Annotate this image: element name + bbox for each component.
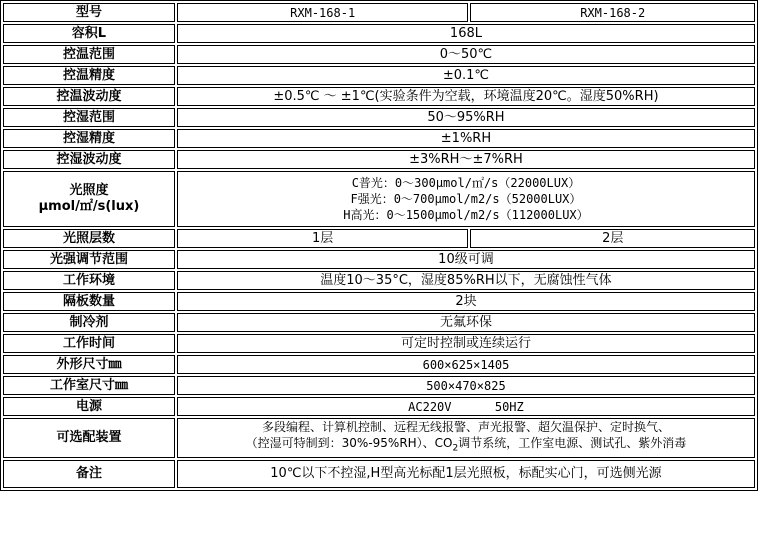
- row-humidity-accuracy: [3, 129, 755, 148]
- shelves-label: 隔板数量: [3, 292, 175, 311]
- row-temp-accuracy: [3, 66, 755, 85]
- environment-label: 工作环境: [3, 271, 175, 290]
- humidity-accuracy-value: ±1%RH: [177, 129, 755, 148]
- power-label: 电源: [3, 397, 175, 416]
- chamber-size-label: 工作室尺寸㎜: [3, 376, 175, 395]
- light-layers-left: 1层: [177, 229, 469, 248]
- light-layers-right: 2层: [470, 229, 755, 248]
- illuminance-line-h: H高光：0～1500μmol/m2/s（112000LUX）: [343, 208, 589, 222]
- remarks-label: 备注: [3, 460, 175, 488]
- work-time-label: 工作时间: [3, 334, 175, 353]
- volume-value: 168L: [177, 24, 755, 43]
- light-adjust-value: 10级可调: [177, 250, 755, 269]
- temp-range-label: 控温范围: [3, 45, 175, 64]
- humidity-fluctuation-label: 控湿波动度: [3, 150, 175, 169]
- row-light-adjust: [3, 250, 755, 269]
- temp-fluctuation-label: 控温波动度: [3, 87, 175, 106]
- row-chamber-size: [3, 376, 755, 395]
- shelves-value: 2块: [177, 292, 755, 311]
- refrigerant-value: 无氟环保: [177, 313, 755, 332]
- row-humidity-fluctuation: [3, 150, 755, 169]
- humidity-range-value: 50～95%RH: [177, 108, 755, 127]
- illuminance-value: [177, 171, 755, 227]
- options-value: [177, 418, 755, 458]
- row-light-layers: [3, 229, 755, 248]
- row-work-time: [3, 334, 755, 353]
- row-shelves: [3, 292, 755, 311]
- illuminance-line-c: C普光：0～300μmol/㎡/s（22000LUX）: [351, 176, 581, 190]
- options-label: 可选配装置: [3, 418, 175, 458]
- row-volume: [3, 24, 755, 43]
- chamber-size-value: 500×470×825: [177, 376, 755, 395]
- row-temp-fluctuation: [3, 87, 755, 106]
- volume-label: 容积L: [3, 24, 175, 43]
- illuminance-label: [3, 171, 175, 227]
- row-environment: [3, 271, 755, 290]
- options-line-1: 多段编程、计算机控制、远程无线报警、声光报警、超欠温保护、定时换气、: [261, 420, 670, 435]
- light-adjust-label: 光强调节范围: [3, 250, 175, 269]
- row-refrigerant: [3, 313, 755, 332]
- row-model: [3, 3, 755, 22]
- row-humidity-range: [3, 108, 755, 127]
- temp-accuracy-label: 控温精度: [3, 66, 175, 85]
- model-label: 型号: [3, 3, 175, 22]
- co2-subscript: 2: [452, 443, 459, 454]
- outer-size-label: 外形尺寸㎜: [3, 355, 175, 374]
- environment-value: 温度10～35°C，湿度85%RH以下，无腐蚀性气体: [177, 271, 755, 290]
- remarks-value: 10℃以下不控湿,H型高光标配1层光照板，标配实心门，可选侧光源: [177, 460, 755, 488]
- illuminance-label-title: 光照度: [69, 183, 109, 198]
- row-temp-range: [3, 45, 755, 64]
- row-options: [3, 418, 755, 458]
- options-line-2-end: 调节系统，工作室电源、测试孔、紫外消毒: [458, 436, 687, 451]
- model-value-left: RXM-168-1: [177, 3, 469, 22]
- light-layers-label: 光照层数: [3, 229, 175, 248]
- row-illuminance: [3, 171, 755, 227]
- temp-accuracy-value: ±0.1℃: [177, 66, 755, 85]
- illuminance-line-f: F强光：0～700μmol/m2/s（52000LUX）: [350, 192, 582, 206]
- row-power: [3, 397, 755, 416]
- refrigerant-label: 制冷剂: [3, 313, 175, 332]
- temp-fluctuation-value: ±0.5℃ ～ ±1℃(实验条件为空载，环境温度20℃。湿度50%RH): [177, 87, 755, 106]
- humidity-accuracy-label: 控湿精度: [3, 129, 175, 148]
- power-value: AC220V 50HZ: [177, 397, 755, 416]
- humidity-range-label: 控湿范围: [3, 108, 175, 127]
- humidity-fluctuation-value: ±3%RH～±7%RH: [177, 150, 755, 169]
- row-remarks: [3, 460, 755, 488]
- temp-range-value: 0～50℃: [177, 45, 755, 64]
- outer-size-value: 600×625×1405: [177, 355, 755, 374]
- work-time-value: 可定时控制或连续运行: [177, 334, 755, 353]
- model-value-right: RXM-168-2: [470, 3, 755, 22]
- illuminance-label-unit: μmol/㎡/s(lux): [38, 199, 140, 214]
- row-outer-size: [3, 355, 755, 374]
- options-line-2: [182, 435, 750, 456]
- options-line-2-start: （控湿可特制到：30%-95%RH）、CO: [245, 436, 453, 451]
